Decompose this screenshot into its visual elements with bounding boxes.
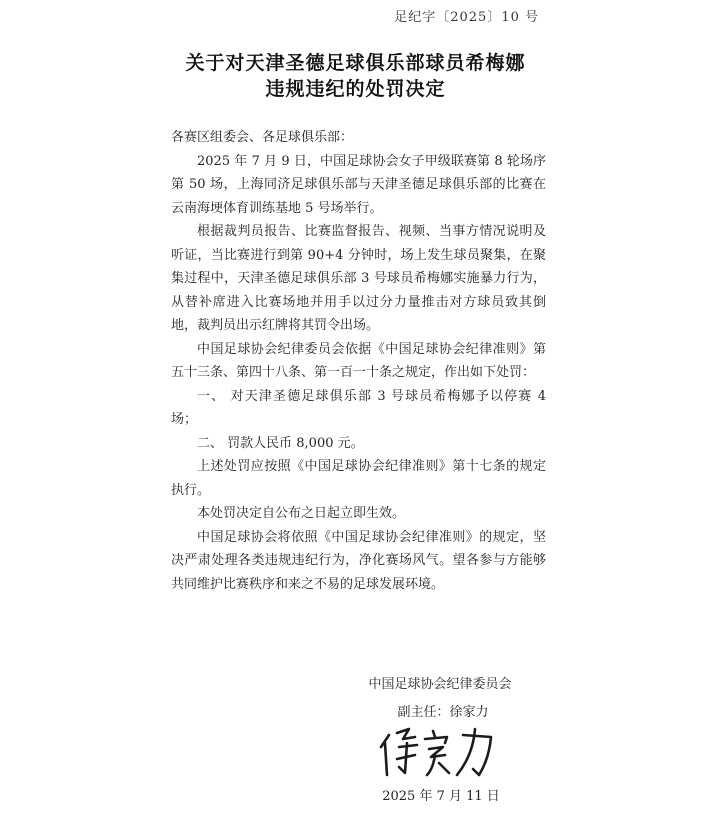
paragraph-match-info: 2025 年 7 月 9 日，中国足球协会女子甲级联赛第 8 轮场序第 50 场，上海同济足球俱乐部与天津圣德足球俱乐部的比赛在云南海埂体育训练基地 5 号场举行。 (171, 153, 546, 216)
penalty-item-suspension: 一、 对天津圣德足球俱乐部 3 号球员希梅娜予以停赛 4 场； (171, 388, 546, 427)
handwritten-signature (375, 725, 505, 779)
signing-organization: 中国足球协会纪律委员会 (368, 677, 512, 692)
document-number: 足纪字〔2025〕10 号 (394, 10, 539, 25)
document-date: 2025 年 7 月 11 日 (382, 789, 500, 804)
paragraph-execution: 上述处罚应按照《中国足球协会纪律准则》第十七条的规定执行。 (171, 459, 546, 498)
paragraph-basis: 中国足球协会纪律委员会依据《中国足球协会纪律准则》第五十三条、第四十八条、第一百一十条之规定，作出如下处罚： (171, 341, 546, 380)
penalty-item-fine: 二、 罚款人民币 8,000 元。 (197, 435, 364, 451)
paragraph-effective: 本处罚决定自公布之日起立即生效。 (197, 506, 406, 521)
signature-block (340, 675, 540, 807)
salutation: 各赛区组委会、各足球俱乐部： (171, 130, 354, 145)
title-line-1: 关于对天津圣德足球俱乐部球员希梅娜 (185, 52, 526, 74)
signer-role: 副主任：徐家力 (397, 705, 489, 720)
paragraph-statement: 中国足球协会将依照《中国足球协会纪律准则》的规定，坚决严肃处理各类违规违纪行为，净化赛场风气。望各参与方能够共同维护比赛秩序和来之不易的足球发展环境。 (171, 529, 546, 592)
document-body (171, 126, 546, 596)
title-line-2: 违规违纪的处罚决定 (265, 78, 446, 100)
paragraph-incident: 根据裁判员报告、比赛监督报告、视频、当事方情况说明及听证，当比赛进行到第 90+4 分钟时，场上发生球员聚集，在聚集过程中，天津圣德足球俱乐部 3 号球员希梅娜实施暴力行为，从替补席进入比赛场地并用手以过分力量推击对方球员致其倒地，裁判员出示红牌将其罚令出场。 (171, 224, 546, 333)
document-title (0, 50, 711, 102)
